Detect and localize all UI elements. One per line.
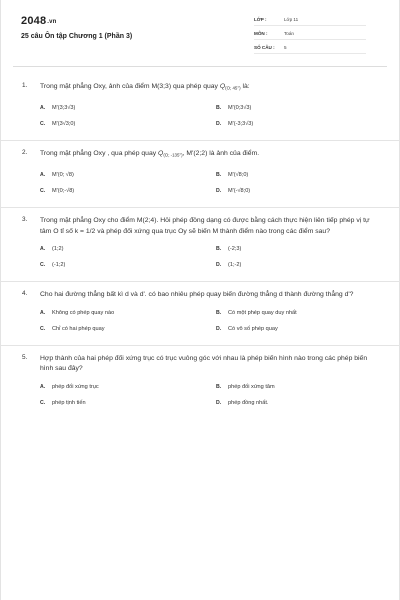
meta-value: Lớp 11 bbox=[284, 16, 299, 22]
question-1 bbox=[1, 77, 400, 140]
question-text: Trong mặt phẳng Oxy , qua phép quay $Q_{(O; -135^\circ)}$, M'(2;2) là ảnh của điểm. bbox=[40, 150, 260, 158]
option-d[interactable]: D. phép đồng nhất. bbox=[216, 399, 269, 406]
answer-options bbox=[40, 383, 377, 407]
option-a[interactable]: A. M'(3;3√3) bbox=[40, 105, 76, 111]
option-d[interactable]: D. M'(-3;3√3) bbox=[216, 121, 254, 127]
worksheet-title: 25 câu Ôn tập Chương 1 (Phần 3) bbox=[21, 33, 133, 40]
option-c[interactable]: C. (-1;2) bbox=[40, 262, 66, 268]
option-b[interactable]: B. M'(√8;0) bbox=[216, 172, 249, 178]
option-a[interactable]: A. (1;2) bbox=[40, 246, 64, 252]
option-c[interactable]: C. phép tịnh tiến bbox=[40, 399, 86, 406]
worksheet-meta bbox=[254, 14, 366, 56]
option-d[interactable]: D. Có vô số phép quay bbox=[216, 325, 278, 332]
question-number: 3. bbox=[22, 216, 28, 223]
answer-options bbox=[40, 171, 377, 195]
worksheet-header bbox=[1, 0, 399, 66]
question-3 bbox=[1, 207, 400, 281]
question-text: Trong mặt phẳng Oxy cho điểm M(2;4). Hỏi phép đồng dạng có được bằng cách thực hiện liên tiếp phép vị tự tâm O tỉ số k = 1/2 và phép đối xứng qua trục Oy sẽ biến M thành điểm nào trong các điểm sau? bbox=[40, 217, 370, 235]
question-text: Hợp thành của hai phép đối xứng trục có trục vuông góc với nhau là phép biến hình nào trong các phép biến hình sau đây? bbox=[40, 354, 368, 372]
answer-options bbox=[40, 309, 377, 333]
meta-row-count bbox=[254, 42, 366, 54]
option-a[interactable]: A. M'(0; √8) bbox=[40, 172, 74, 178]
option-c[interactable]: C. Chỉ có hai phép quay bbox=[40, 325, 105, 332]
question-list bbox=[1, 77, 400, 417]
question-4 bbox=[1, 281, 400, 345]
question-number: 5. bbox=[22, 353, 28, 361]
question-number: 2. bbox=[22, 149, 28, 156]
question-text: Cho hai đường thẳng bất kì d và d'. có bao nhiêu phép quay biến đường thẳng d thành đường thẳng d'? bbox=[40, 291, 354, 298]
meta-row-class bbox=[254, 14, 366, 26]
question-text: Trong mặt phẳng Oxy, ảnh của điểm M(3;3) qua phép quay $Q_{(O; 45^\circ)}$ là: bbox=[40, 83, 250, 91]
meta-value: Toán bbox=[284, 30, 294, 36]
meta-label: MÔN : bbox=[254, 30, 268, 36]
question-5 bbox=[1, 345, 400, 417]
meta-value: 5 bbox=[284, 44, 287, 50]
option-d[interactable]: D. M'(-√8;0) bbox=[216, 188, 251, 194]
option-b[interactable]: B. phép đối xứng tâm bbox=[216, 383, 275, 390]
header-divider bbox=[13, 66, 387, 67]
meta-label: LỚP : bbox=[254, 16, 267, 22]
option-a[interactable]: A. phép đối xứng trục bbox=[40, 383, 99, 390]
question-number: 1. bbox=[22, 82, 28, 89]
option-d[interactable]: D. (1;-2) bbox=[216, 262, 242, 268]
meta-row-subject bbox=[254, 28, 366, 40]
option-b[interactable]: B. (-2;3) bbox=[216, 246, 242, 252]
answer-options bbox=[40, 245, 377, 269]
meta-label: SỐ CÂU : bbox=[254, 44, 275, 50]
site-logo[interactable]: 2048.vn bbox=[21, 15, 57, 27]
option-c[interactable]: C. M'(3√3;0) bbox=[40, 121, 76, 127]
question-2 bbox=[1, 140, 400, 207]
answer-options bbox=[40, 104, 377, 128]
question-number: 4. bbox=[22, 290, 28, 297]
option-b[interactable]: B. M'(0;3√3) bbox=[216, 105, 252, 111]
option-a[interactable]: A. Không có phép quay nào bbox=[40, 309, 115, 316]
option-c[interactable]: C. M'(0;-√8) bbox=[40, 188, 75, 194]
option-b[interactable]: B. Có một phép quay duy nhất bbox=[216, 309, 297, 316]
